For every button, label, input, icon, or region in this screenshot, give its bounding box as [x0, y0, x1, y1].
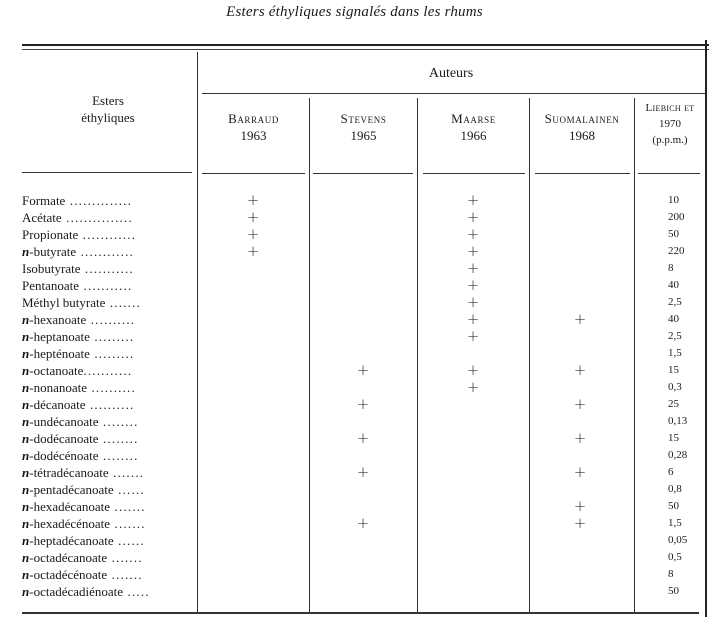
- ester-name-cell: [22, 498, 194, 515]
- normal-prefix: n: [22, 584, 30, 599]
- column-header-stevens: [310, 110, 417, 144]
- plus-mark-stevens: +: [356, 429, 370, 447]
- leader-dots: .......: [110, 499, 146, 514]
- table-row: [0, 583, 709, 600]
- plus-mark-barraud: +: [246, 208, 260, 226]
- liebich-ppm-value: 0,05: [668, 534, 688, 546]
- ester-name: -tétradécanoate: [29, 465, 109, 480]
- header-bottom-rule-barraud: [202, 173, 305, 174]
- normal-prefix: n: [22, 346, 30, 361]
- column-header-esters: [22, 92, 194, 126]
- header-bottom-rule-maarse: [423, 173, 525, 174]
- ester-name: -octadécadiénoate: [29, 584, 124, 599]
- ester-name: Formate: [22, 193, 66, 208]
- author-name: Suomalainen: [544, 111, 620, 126]
- ester-name: -heptadécanoate: [29, 533, 114, 548]
- table-row: [0, 294, 709, 311]
- leader-dots: .......: [107, 550, 143, 565]
- leader-dots: ........: [98, 448, 139, 463]
- leader-dots: .......: [110, 516, 146, 531]
- leader-dots: ........: [98, 431, 139, 446]
- ester-name: -décanoate: [29, 397, 86, 412]
- top-double-rule: [22, 44, 709, 46]
- leader-dots: ......: [113, 533, 145, 548]
- author-year: 1965: [350, 128, 377, 143]
- ester-name: Propionate: [22, 227, 79, 242]
- ester-name-cell: [22, 379, 194, 396]
- ester-name: -pentadécanoate: [29, 482, 114, 497]
- plus-mark-maarse: +: [466, 378, 480, 396]
- plus-mark-suomalainen: +: [573, 497, 587, 515]
- normal-prefix: n: [22, 499, 30, 514]
- liebich-ppm-value: 50: [668, 500, 679, 512]
- liebich-ppm-value: 25: [668, 398, 679, 410]
- ester-name-cell: [22, 243, 194, 260]
- column-header-maarse: [418, 110, 529, 144]
- normal-prefix: n: [22, 533, 30, 548]
- liebich-ppm-value: 8: [668, 568, 674, 580]
- normal-prefix: n: [22, 482, 30, 497]
- liebich-ppm-value: 50: [668, 228, 679, 240]
- ester-name-cell: [22, 192, 194, 209]
- table-row: [0, 498, 709, 515]
- column-header-liebich: [635, 100, 705, 148]
- liebich-ppm-value: 0,5: [668, 551, 682, 563]
- ester-name: -octanoate: [29, 363, 84, 378]
- ester-name-cell: [22, 583, 194, 600]
- plus-mark-maarse: +: [466, 276, 480, 294]
- plus-mark-suomalainen: +: [573, 463, 587, 481]
- ester-name-cell: [22, 481, 194, 498]
- normal-prefix: n: [22, 363, 30, 378]
- table-body: [0, 192, 709, 600]
- table-row: [0, 192, 709, 209]
- normal-prefix: n: [22, 414, 30, 429]
- table-row: [0, 209, 709, 226]
- normal-prefix: n: [22, 329, 30, 344]
- ester-name-cell: [22, 464, 194, 481]
- leader-dots: ..........: [87, 380, 136, 395]
- plus-mark-maarse: +: [466, 310, 480, 328]
- header-bottom-rule-liebich: [638, 173, 700, 174]
- column-group-header-auteurs: Auteurs: [428, 66, 474, 81]
- table-row: [0, 277, 709, 294]
- table-row: [0, 379, 709, 396]
- table-row: [0, 447, 709, 464]
- table-row: [0, 396, 709, 413]
- plus-mark-suomalainen: +: [573, 395, 587, 413]
- plus-mark-maarse: +: [466, 242, 480, 260]
- author-year: 1970: [659, 118, 681, 130]
- header-bottom-rule-suomalainen: [535, 173, 630, 174]
- column-header-suomalainen: [530, 110, 634, 144]
- liebich-ppm-value: 2,5: [668, 296, 682, 308]
- ester-name: -octadécanoate: [29, 550, 108, 565]
- table-row: [0, 566, 709, 583]
- ester-name: -hexadécanoate: [29, 499, 111, 514]
- table-row: [0, 243, 709, 260]
- liebich-ppm-value: 200: [668, 211, 685, 223]
- liebich-ppm-value: 40: [668, 279, 679, 291]
- normal-prefix: n: [22, 448, 30, 463]
- table-row: [0, 430, 709, 447]
- ester-name: Méthyl butyrate: [22, 295, 106, 310]
- leader-dots: ..............: [65, 193, 133, 208]
- ester-name-cell: [22, 260, 194, 277]
- liebich-ppm-value: 0,13: [668, 415, 688, 427]
- plus-mark-barraud: +: [246, 242, 260, 260]
- ester-name: -heptanoate: [29, 329, 90, 344]
- liebich-ppm-value: 50: [668, 585, 679, 597]
- ester-name-cell: [22, 311, 194, 328]
- ester-name: -dodécanoate: [29, 431, 99, 446]
- plus-mark-stevens: +: [356, 395, 370, 413]
- leader-dots: ......: [113, 482, 145, 497]
- normal-prefix: n: [22, 550, 30, 565]
- ester-name-cell: [22, 413, 194, 430]
- ester-name-cell: [22, 447, 194, 464]
- plus-mark-barraud: +: [246, 225, 260, 243]
- liebich-ppm-value: 220: [668, 245, 685, 257]
- plus-mark-maarse: +: [466, 208, 480, 226]
- table-row: [0, 413, 709, 430]
- table-caption: Esters éthyliques signalés dans les rhums: [226, 4, 483, 20]
- ester-name: -octadécénoate: [29, 567, 108, 582]
- normal-prefix: n: [22, 516, 30, 531]
- ester-name-cell: [22, 532, 194, 549]
- table-row: [0, 515, 709, 532]
- ester-name-cell: [22, 226, 194, 243]
- table-row: [0, 464, 709, 481]
- leader-dots: ...........: [80, 261, 134, 276]
- author-name: Stevens: [340, 111, 387, 126]
- leader-dots: .......: [108, 465, 145, 480]
- ester-name-cell: [22, 328, 194, 345]
- plus-mark-stevens: +: [356, 514, 370, 532]
- author-name: Barraud: [228, 111, 279, 126]
- plus-mark-stevens: +: [356, 463, 370, 481]
- liebich-ppm-value: 0,3: [668, 381, 682, 393]
- ester-name-cell: [22, 566, 194, 583]
- leader-dots: ...........: [79, 278, 133, 293]
- esters-header-line1: Esters: [92, 93, 124, 108]
- leader-dots: ..........: [86, 312, 136, 327]
- leader-dots: .....: [123, 584, 150, 599]
- plus-mark-maarse: +: [466, 259, 480, 277]
- header-bottom-rule-stevens: [313, 173, 413, 174]
- plus-mark-barraud: +: [246, 191, 260, 209]
- ester-name: -hepténoate: [29, 346, 90, 361]
- header-bottom-rule-esters: [22, 172, 192, 173]
- auteurs-underline: [202, 93, 705, 94]
- plus-mark-suomalainen: +: [573, 361, 587, 379]
- ester-name-cell: [22, 515, 194, 532]
- plus-mark-suomalainen: +: [573, 429, 587, 447]
- plus-mark-suomalainen: +: [573, 310, 587, 328]
- liebich-ppm-value: 2,5: [668, 330, 682, 342]
- plus-mark-maarse: +: [466, 225, 480, 243]
- liebich-ppm-value: 1,5: [668, 517, 682, 529]
- ester-name: -butyrate: [29, 244, 77, 259]
- plus-mark-maarse: +: [466, 361, 480, 379]
- liebich-ppm-value: 0,28: [668, 449, 688, 461]
- normal-prefix: n: [22, 431, 30, 446]
- liebich-ppm-value: 8: [668, 262, 674, 274]
- bottom-rule: [22, 612, 699, 614]
- leader-dots: .......: [107, 567, 143, 582]
- author-name: Maarse: [451, 111, 496, 126]
- leader-dots: .......: [105, 295, 142, 310]
- author-year: 1968: [569, 128, 595, 143]
- leader-dots: ........: [98, 414, 139, 429]
- plus-mark-maarse: +: [466, 191, 480, 209]
- table-row: [0, 260, 709, 277]
- table-row: [0, 481, 709, 498]
- author-unit: (p.p.m.): [652, 134, 688, 146]
- table-row: [0, 328, 709, 345]
- ester-name-cell: [22, 277, 194, 294]
- ester-name: -nonanoate: [29, 380, 87, 395]
- normal-prefix: n: [22, 380, 30, 395]
- table-row: [0, 549, 709, 566]
- leader-dots: .........: [89, 346, 135, 361]
- table-row: [0, 345, 709, 362]
- top-double-rule-thin: [22, 49, 709, 50]
- liebich-ppm-value: 10: [668, 194, 679, 206]
- normal-prefix: n: [22, 465, 30, 480]
- ester-name-cell: [22, 345, 194, 362]
- plus-mark-suomalainen: +: [573, 514, 587, 532]
- table-row: [0, 362, 709, 379]
- ester-name: -undécanoate: [29, 414, 99, 429]
- liebich-ppm-value: 15: [668, 432, 679, 444]
- liebich-ppm-value: 40: [668, 313, 679, 325]
- ester-name-cell: [22, 209, 194, 226]
- leader-dots: ............: [76, 244, 135, 259]
- normal-prefix: n: [22, 312, 30, 327]
- table-row: [0, 226, 709, 243]
- ester-name: -dodécénoate: [29, 448, 99, 463]
- ester-name-cell: [22, 396, 194, 413]
- ester-name-cell: [22, 294, 194, 311]
- leader-dots: ...........: [83, 363, 133, 378]
- liebich-ppm-value: 0,8: [668, 483, 682, 495]
- esters-header-line2: éthyliques: [81, 110, 135, 125]
- leader-dots: ...............: [61, 210, 133, 225]
- author-name: Liebich et: [645, 102, 695, 114]
- plus-mark-stevens: +: [356, 361, 370, 379]
- liebich-ppm-value: 1,5: [668, 347, 682, 359]
- ester-name-cell: [22, 430, 194, 447]
- ester-name: Acétate: [22, 210, 62, 225]
- ester-name-cell: [22, 549, 194, 566]
- plus-mark-maarse: +: [466, 293, 480, 311]
- normal-prefix: n: [22, 244, 30, 259]
- ester-name-cell: [22, 362, 194, 379]
- table-row: [0, 311, 709, 328]
- ester-name: -hexadécénoate: [29, 516, 111, 531]
- leader-dots: ..........: [85, 397, 135, 412]
- liebich-ppm-value: 15: [668, 364, 679, 376]
- column-header-barraud: [198, 110, 309, 144]
- normal-prefix: n: [22, 397, 30, 412]
- ester-name: Pentanoate: [22, 278, 80, 293]
- normal-prefix: n: [22, 567, 30, 582]
- ester-name: -hexanoate: [29, 312, 87, 327]
- plus-mark-maarse: +: [466, 327, 480, 345]
- table-row: [0, 532, 709, 549]
- liebich-ppm-value: 6: [668, 466, 674, 478]
- leader-dots: ............: [78, 227, 137, 242]
- author-year: 1963: [240, 128, 267, 143]
- ester-name: Isobutyrate: [22, 261, 81, 276]
- leader-dots: .........: [89, 329, 135, 344]
- author-year: 1966: [460, 128, 487, 143]
